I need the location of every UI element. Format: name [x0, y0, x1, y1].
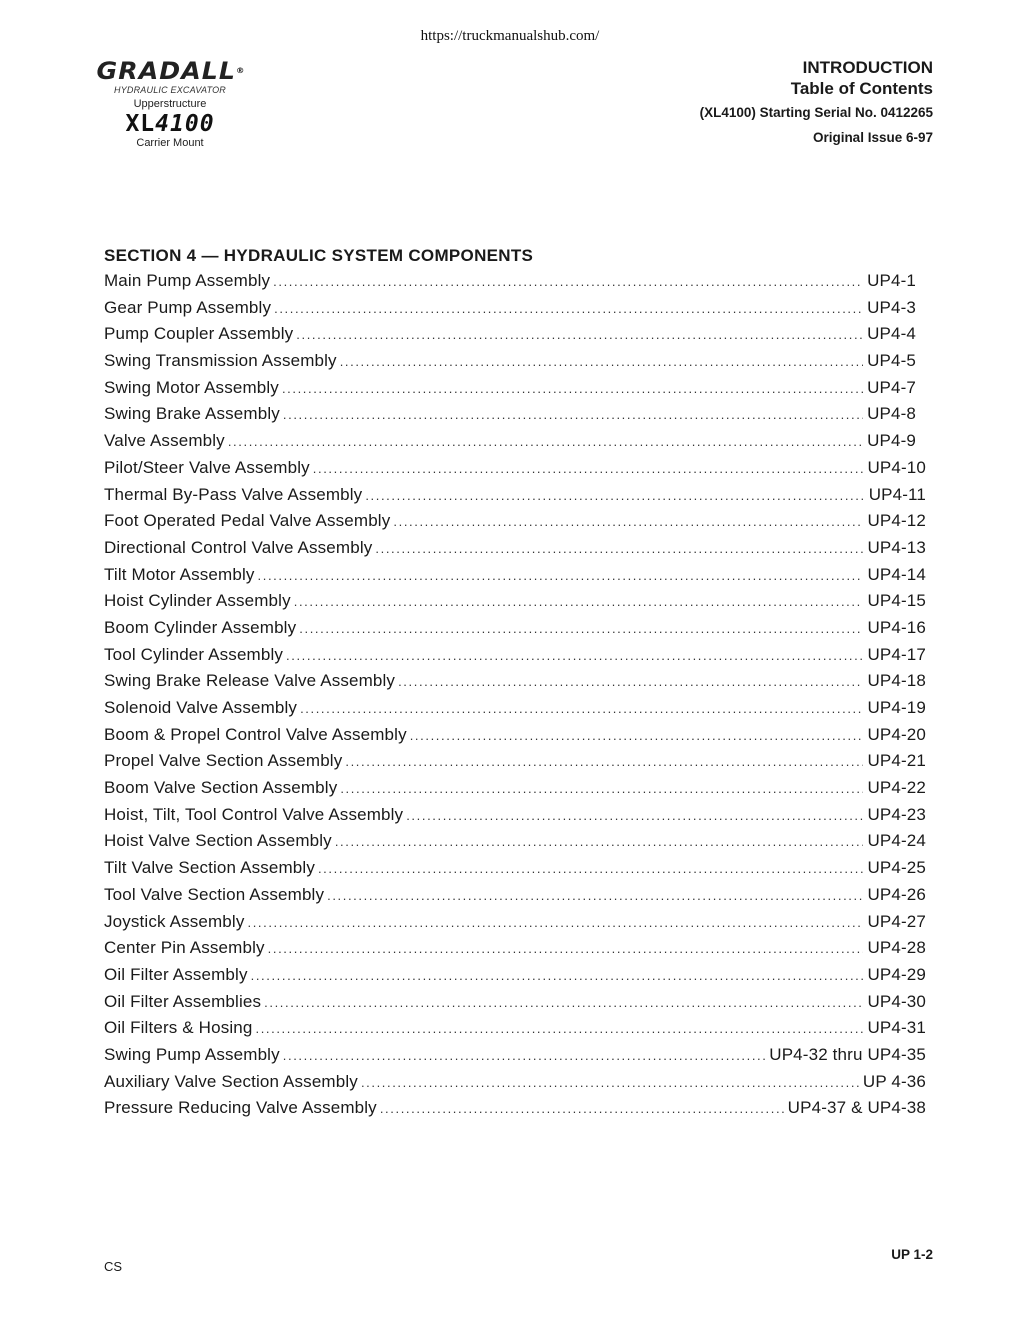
- toc-entry: [104, 485, 926, 512]
- toc-entry: [104, 725, 926, 752]
- toc-entry-title: Swing Brake Release Valve Assembly: [104, 671, 396, 691]
- toc-entry: [104, 992, 926, 1019]
- toc-entry: [104, 831, 926, 858]
- toc-leader-dots: [273, 274, 863, 289]
- toc-entry-title: Pressure Reducing Valve Assembly: [104, 1098, 377, 1118]
- toc-leader-dots: [340, 781, 863, 796]
- toc-leader-dots: [335, 834, 864, 849]
- toc-entry-page: UP4-29: [867, 964, 926, 984]
- brand-tagline: HYDRAULIC EXCAVATOR: [114, 85, 226, 95]
- toc-entry: [104, 751, 926, 778]
- toc-entry-title: Boom Valve Section Assembly: [104, 778, 338, 798]
- toc-entry: [104, 538, 926, 565]
- toc-entry: [104, 378, 926, 405]
- toc-entry-page: UP4-4: [867, 324, 916, 344]
- toc-entry-page: UP4-15: [867, 591, 926, 611]
- toc-leader-dots: [251, 968, 864, 983]
- toc-entry: [104, 885, 926, 912]
- toc-leader-dots: [268, 941, 864, 956]
- toc-leader-dots: [283, 407, 863, 422]
- toc-entry: [104, 271, 926, 298]
- toc-leader-dots: [296, 327, 863, 342]
- toc-leader-dots: [361, 1075, 859, 1090]
- toc-entry: [104, 858, 926, 885]
- toc-entry-page: UP4-10: [867, 457, 926, 477]
- toc-leader-dots: [294, 594, 864, 609]
- toc-leader-dots: [286, 648, 863, 663]
- toc-entry-page: UP4-23: [867, 804, 926, 824]
- toc-entry-page: UP4-1: [867, 271, 916, 290]
- header-issue: Original Issue 6-97: [812, 130, 933, 145]
- header-chapter: INTRODUCTION: [802, 58, 933, 77]
- toc-entry-title: Hoist, Tilt, Tool Control Valve Assembly: [104, 804, 404, 824]
- toc-entry-page: UP4-9: [867, 431, 916, 451]
- toc-entry: [104, 458, 926, 485]
- toc-entry: [104, 298, 926, 325]
- header-title: Table of Contents: [790, 79, 933, 98]
- toc-entry: [104, 591, 926, 618]
- toc-entry: [104, 431, 926, 458]
- toc-leader-dots: [274, 301, 863, 316]
- toc-entry-title: Swing Motor Assembly: [104, 377, 279, 397]
- toc-entry-page: UP4-31: [867, 1018, 926, 1038]
- toc-leader-dots: [327, 888, 863, 903]
- toc-leader-dots: [300, 701, 863, 716]
- toc-entry-title: Thermal By-Pass Valve Assembly: [104, 484, 363, 504]
- toc-entry: [104, 805, 926, 832]
- toc-entry-title: Propel Valve Section Assembly: [104, 751, 343, 771]
- toc-entry: [104, 565, 926, 592]
- toc-leader-dots: [318, 861, 863, 876]
- toc-leader-dots: [340, 354, 863, 369]
- toc-entry-title: Solenoid Valve Assembly: [104, 698, 298, 717]
- toc-entry-title: Swing Pump Assembly: [104, 1044, 280, 1064]
- toc-entry-title: Center Pin Assembly: [104, 938, 265, 958]
- toc-entry-page: UP4-5: [867, 351, 916, 371]
- toc-entry-page: UP4-32 thru UP4-35: [769, 1044, 926, 1064]
- toc-entry-page: UP4-16: [867, 617, 926, 637]
- toc-entry-page: UP4-17: [867, 644, 926, 664]
- toc-entry: [104, 1072, 926, 1099]
- toc-leader-dots: [393, 514, 863, 529]
- toc-entry-page: UP4-37 & UP4-38: [787, 1098, 926, 1118]
- toc-entry-title: Gear Pump Assembly: [104, 297, 272, 317]
- toc-entry: [104, 645, 926, 672]
- model-name: XL4100: [125, 111, 215, 137]
- toc-entry-title: Hoist Valve Section Assembly: [104, 831, 332, 851]
- toc-leader-dots: [255, 1021, 863, 1036]
- carrier-label: Carrier Mount: [136, 137, 204, 149]
- toc-entry-title: Main Pump Assembly: [104, 271, 271, 290]
- toc-leader-dots: [282, 381, 863, 396]
- toc-entry: [104, 1045, 926, 1072]
- toc-entry: [104, 938, 926, 965]
- toc-entry: [104, 912, 926, 939]
- toc-entry-page: UP4-30: [867, 991, 926, 1011]
- toc-leader-dots: [299, 621, 863, 636]
- toc-entry-title: Tool Valve Section Assembly: [104, 884, 325, 904]
- table-of-contents: [104, 271, 926, 1125]
- toc-leader-dots: [365, 488, 864, 503]
- brand-name: GRADALL®: [96, 57, 246, 85]
- toc-entry-page: UP4-7: [867, 377, 916, 397]
- toc-leader-dots: [258, 568, 864, 583]
- toc-entry-page: UP4-8: [867, 404, 916, 424]
- toc-entry-title: Swing Transmission Assembly: [104, 351, 337, 371]
- toc-entry-page: UP4-13: [867, 537, 926, 557]
- toc-entry-title: Swing Brake Assembly: [104, 404, 280, 424]
- toc-entry-page: UP 4-36: [862, 1071, 926, 1091]
- toc-leader-dots: [283, 1048, 766, 1063]
- toc-entry-title: Hoist Cylinder Assembly: [104, 591, 291, 611]
- toc-entry-page: UP4-21: [867, 751, 926, 771]
- toc-entry: [104, 778, 926, 805]
- toc-leader-dots: [313, 461, 864, 476]
- toc-entry-title: Tilt Motor Assembly: [104, 564, 255, 584]
- toc-entry-page: UP4-28: [867, 938, 926, 958]
- toc-entry-title: Tool Cylinder Assembly: [104, 644, 284, 664]
- toc-entry-title: Oil Filter Assembly: [104, 964, 248, 984]
- toc-entry: [104, 404, 926, 431]
- toc-entry: [104, 671, 926, 698]
- toc-entry-page: UP4-3: [867, 297, 916, 317]
- toc-entry-page: UP4-26: [867, 884, 926, 904]
- toc-entry-page: UP4-18: [867, 671, 926, 691]
- toc-entry-page: UP4-25: [867, 858, 926, 878]
- toc-entry-title: Boom Cylinder Assembly: [104, 617, 297, 637]
- toc-entry-title: Boom & Propel Control Valve Assembly: [104, 724, 407, 744]
- toc-leader-dots: [264, 995, 863, 1010]
- toc-entry: [104, 1018, 926, 1045]
- toc-leader-dots: [247, 915, 863, 930]
- toc-entry-page: UP4-22: [867, 778, 926, 798]
- toc-leader-dots: [345, 754, 863, 769]
- toc-entry-title: Joystick Assembly: [104, 911, 245, 931]
- toc-leader-dots: [380, 1101, 784, 1116]
- toc-entry-title: Tilt Valve Section Assembly: [104, 858, 315, 878]
- toc-entry-title: Pilot/Steer Valve Assembly: [104, 457, 310, 477]
- toc-entry-title: Pump Coupler Assembly: [104, 324, 294, 344]
- page-header: [700, 58, 933, 150]
- toc-entry: [104, 324, 926, 351]
- toc-entry-page: UP4-20: [867, 724, 926, 744]
- toc-leader-dots: [398, 674, 863, 689]
- toc-entry-title: Directional Control Valve Assembly: [104, 537, 373, 557]
- toc-leader-dots: [410, 728, 864, 743]
- toc-entry-title: Oil Filters & Hosing: [104, 1018, 253, 1038]
- toc-entry-page: UP4-19: [867, 698, 926, 717]
- toc-entry-page: UP4-12: [867, 511, 926, 531]
- source-url: https://truckmanualshub.com/: [420, 28, 600, 44]
- toc-entry-title: Foot Operated Pedal Valve Assembly: [104, 511, 391, 531]
- toc-entry: [104, 511, 926, 538]
- trademark-symbol: ®: [235, 66, 246, 75]
- section-title: SECTION 4 — HYDRAULIC SYSTEM COMPONENTS: [104, 246, 534, 265]
- toc-leader-dots: [228, 434, 863, 449]
- toc-entry: [104, 1098, 926, 1125]
- header-serial: (XL4100) Starting Serial No. 0412265: [699, 105, 933, 120]
- toc-entry: [104, 698, 926, 725]
- gradall-logo: [96, 57, 246, 149]
- toc-entry-page: UP4-27: [867, 911, 926, 931]
- toc-entry-page: UP4-11: [868, 484, 926, 504]
- toc-entry: [104, 351, 926, 378]
- toc-leader-dots: [406, 808, 863, 823]
- toc-entry: [104, 965, 926, 992]
- toc-entry-page: UP4-24: [867, 831, 926, 851]
- toc-entry-page: UP4-14: [867, 564, 926, 584]
- toc-entry-title: Auxiliary Valve Section Assembly: [104, 1071, 358, 1091]
- upperstructure-label: Upperstructure: [133, 98, 207, 110]
- toc-entry: [104, 618, 926, 645]
- toc-entry-title: Oil Filter Assemblies: [104, 991, 262, 1011]
- toc-leader-dots: [375, 541, 863, 556]
- toc-entry-title: Valve Assembly: [104, 431, 225, 451]
- footer-code: CS: [104, 1259, 123, 1274]
- page-number: UP 1-2: [891, 1247, 933, 1262]
